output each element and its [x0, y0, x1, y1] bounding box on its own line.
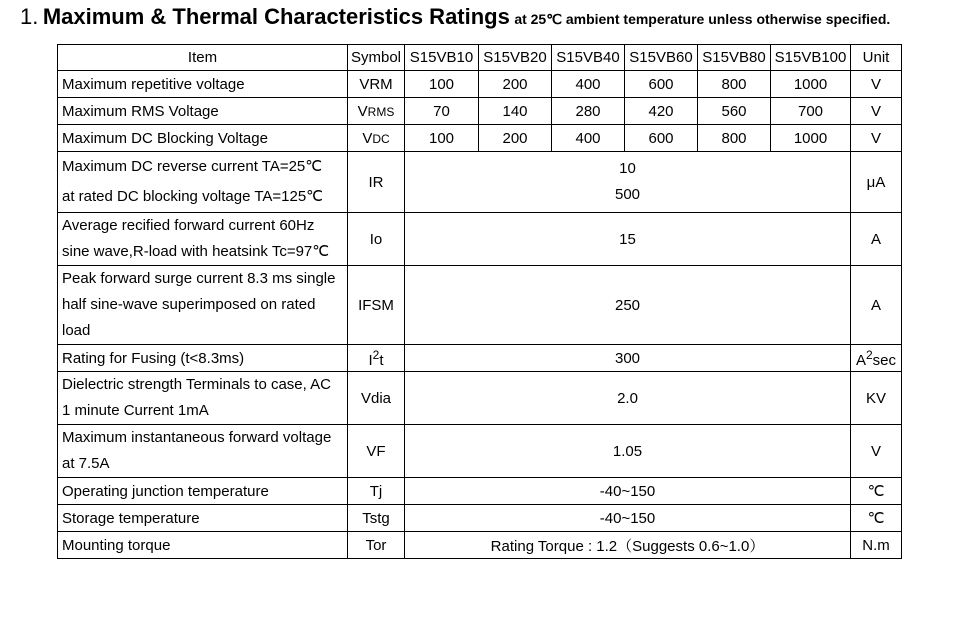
header-cell: S15VB20 — [479, 45, 552, 71]
value-cell: 15 — [405, 213, 851, 266]
item-cell — [58, 425, 348, 478]
item-line: 1 minute Current 1mA — [62, 402, 209, 419]
value-cell: 400 — [552, 71, 625, 98]
value-cell: 1.05 — [405, 425, 851, 478]
value-cell: 600 — [625, 125, 698, 152]
table-row — [58, 345, 902, 372]
value-cell: 200 — [479, 71, 552, 98]
unit-main: A — [855, 351, 866, 369]
unit-cell: μA — [851, 152, 902, 213]
item-line: load — [62, 322, 91, 339]
symbol-main: V — [362, 129, 373, 147]
value-cell: 1000 — [771, 71, 851, 98]
item-cell: Rating for Fusing (t<8.3ms) — [58, 345, 348, 372]
table-row — [58, 125, 902, 152]
table-row — [58, 532, 902, 559]
item-cell: Operating junction temperature — [58, 478, 348, 505]
value-cell: 600 — [625, 71, 698, 98]
symbol-cell — [348, 125, 405, 152]
table-row — [58, 152, 902, 213]
value-cell: 1000 — [771, 125, 851, 152]
value-cell: -40~150 — [405, 505, 851, 532]
item-cell: Storage temperature — [58, 505, 348, 532]
unit-superscript: 2 — [865, 347, 873, 362]
header-cell: S15VB100 — [771, 45, 851, 71]
value-cell: 200 — [479, 125, 552, 152]
header-cell: S15VB80 — [698, 45, 771, 71]
unit-cell: ℃ — [851, 505, 902, 532]
section-title: Maximum & Thermal Characteristics Ratings — [42, 4, 510, 29]
table-row — [58, 425, 902, 478]
section-number: 1. — [20, 4, 39, 29]
item-line: Maximum DC reverse current TA=25℃ — [62, 158, 323, 175]
item-line: Maximum instantaneous forward voltage — [62, 429, 332, 446]
value-cell: 400 — [552, 125, 625, 152]
item-line: sine wave,R-load with heatsink Tc=97℃ — [62, 243, 330, 260]
value-cell: 800 — [698, 125, 771, 152]
value-cell: 280 — [552, 98, 625, 125]
table-row — [58, 505, 902, 532]
header-cell: Symbol — [348, 45, 405, 71]
header-cell: S15VB60 — [625, 45, 698, 71]
header-cell: S15VB10 — [405, 45, 479, 71]
value-cell: 560 — [698, 98, 771, 125]
value-cell: 700 — [771, 98, 851, 125]
item-cell: Mounting torque — [58, 532, 348, 559]
item-cell — [58, 266, 348, 345]
symbol-cell: VF — [348, 425, 405, 478]
value-cell: -40~150 — [405, 478, 851, 505]
item-line: at 7.5A — [62, 455, 110, 472]
symbol-subscript: RMS — [367, 104, 395, 119]
unit-cell: KV — [851, 372, 902, 425]
symbol-cell: Tstg — [348, 505, 405, 532]
symbol-cell: VRM — [348, 71, 405, 98]
table-row — [58, 372, 902, 425]
unit-cell: V — [851, 125, 902, 152]
value-cell: 140 — [479, 98, 552, 125]
value-cell: 800 — [698, 71, 771, 98]
unit-cell: ℃ — [851, 478, 902, 505]
item-line: half sine-wave superimposed on rated — [62, 296, 316, 313]
value-cell — [405, 152, 851, 213]
symbol-cell: Vdia — [348, 372, 405, 425]
table-row — [58, 478, 902, 505]
symbol-cell: Tor — [348, 532, 405, 559]
symbol-cell — [348, 98, 405, 125]
table-row — [58, 266, 902, 345]
unit-cell: N.m — [851, 532, 902, 559]
symbol-superscript: 2 — [372, 347, 380, 362]
unit-cell: A — [851, 213, 902, 266]
header-cell: S15VB40 — [552, 45, 625, 71]
value-cell: 2.0 — [405, 372, 851, 425]
unit-cell: A — [851, 266, 902, 345]
symbol-cell: IR — [348, 152, 405, 213]
symbol-main: I — [368, 351, 373, 369]
ratings-table — [57, 44, 902, 559]
symbol-subscript: DC — [372, 131, 390, 146]
unit-cell: V — [851, 425, 902, 478]
unit-cell — [851, 345, 902, 372]
item-line: Dielectric strength Terminals to case, AC — [62, 376, 331, 393]
header-cell: Unit — [851, 45, 902, 71]
value-cell: 250 — [405, 266, 851, 345]
unit-cell: V — [851, 98, 902, 125]
section-note: at 25℃ ambient temperature unless otherwise specified. — [514, 11, 891, 27]
table-row — [58, 213, 902, 266]
table-row — [58, 71, 902, 98]
value-cell: 300 — [405, 345, 851, 372]
section-heading — [20, 4, 890, 30]
unit-cell: V — [851, 71, 902, 98]
value-cell: 100 — [405, 71, 479, 98]
item-cell: Maximum DC Blocking Voltage — [58, 125, 348, 152]
item-cell: Maximum RMS Voltage — [58, 98, 348, 125]
value-line: 500 — [614, 186, 641, 203]
value-cell: 70 — [405, 98, 479, 125]
symbol-cell: IFSM — [348, 266, 405, 345]
table-row — [58, 98, 902, 125]
value-line: 10 — [619, 160, 636, 177]
item-cell — [58, 152, 348, 213]
item-cell — [58, 372, 348, 425]
value-cell: 100 — [405, 125, 479, 152]
value-cell: 420 — [625, 98, 698, 125]
symbol-cell: Tj — [348, 478, 405, 505]
symbol-main: V — [357, 102, 368, 120]
symbol-cell — [348, 345, 405, 372]
item-line: Average recified forward current 60Hz — [62, 217, 315, 234]
table-header-row — [58, 45, 902, 71]
item-cell — [58, 213, 348, 266]
item-line: Peak forward surge current 8.3 ms single — [62, 270, 336, 287]
item-line: at rated DC blocking voltage TA=125℃ — [62, 188, 324, 205]
unit-tail: sec — [872, 351, 897, 369]
header-cell: Item — [58, 45, 348, 71]
symbol-tail: t — [379, 351, 384, 369]
value-cell: Rating Torque : 1.2（Suggests 0.6~1.0） — [405, 532, 851, 559]
item-cell: Maximum repetitive voltage — [58, 71, 348, 98]
symbol-cell: Io — [348, 213, 405, 266]
